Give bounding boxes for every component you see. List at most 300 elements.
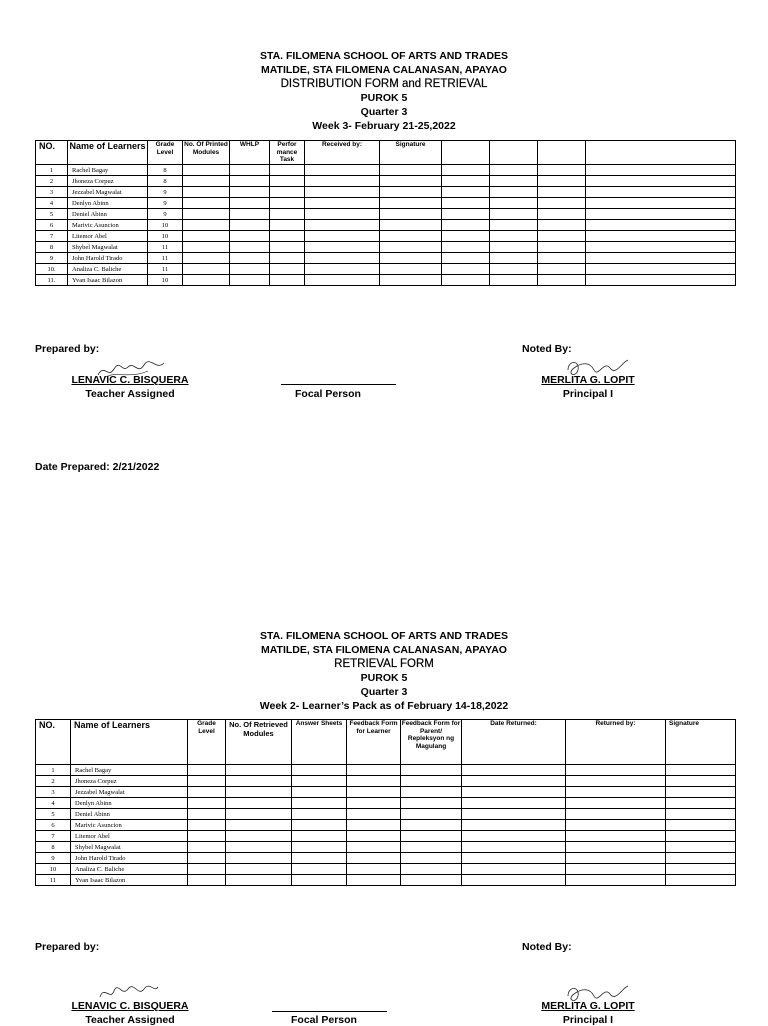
row-number: 2 — [36, 176, 68, 187]
col-signature: Signature — [666, 720, 736, 765]
row-number: 6 — [36, 820, 71, 831]
row-number: 9 — [36, 253, 68, 264]
empty-cell — [490, 165, 538, 176]
learner-name: Jezzabel Magwalat — [71, 787, 188, 798]
empty-cell — [347, 875, 401, 886]
learner-name: Marivic Asuncion — [68, 220, 148, 231]
col-name: Name of Learners — [71, 720, 188, 765]
empty-cell — [442, 253, 490, 264]
empty-cell — [305, 253, 380, 264]
table-row — [36, 776, 736, 787]
empty-cell — [462, 809, 566, 820]
table-row — [36, 220, 736, 231]
empty-cell — [188, 831, 226, 842]
empty-cell — [380, 220, 442, 231]
empty-cell — [490, 176, 538, 187]
grade-level: 10 — [148, 231, 183, 242]
empty-cell — [586, 253, 736, 264]
empty-cell — [292, 820, 347, 831]
empty-cell — [566, 864, 666, 875]
school-name: STA. FILOMENA SCHOOL OF ARTS AND TRADES — [259, 630, 509, 642]
grade-level: 9 — [148, 198, 183, 209]
empty-cell — [226, 798, 292, 809]
empty-cell — [586, 275, 736, 286]
empty-cell — [347, 853, 401, 864]
empty-cell — [292, 853, 347, 864]
empty-cell — [230, 275, 270, 286]
empty-cell — [230, 209, 270, 220]
empty-cell — [226, 864, 292, 875]
empty-cell — [305, 187, 380, 198]
empty-cell — [401, 765, 462, 776]
row-number: 2 — [36, 776, 71, 787]
prepared-by-label: Prepared by: — [35, 343, 100, 355]
focal-role: Focal Person — [291, 1014, 357, 1026]
col-date-returned: Date Returned: — [462, 720, 566, 765]
grade-level: 10 — [148, 220, 183, 231]
empty-cell — [226, 842, 292, 853]
col-modules: No. Of Retrieved Modules — [226, 720, 292, 765]
row-number: 10. — [36, 264, 68, 275]
empty-cell — [666, 831, 736, 842]
empty-cell — [442, 209, 490, 220]
empty-cell — [401, 864, 462, 875]
col-name: Name of Learners — [68, 141, 148, 165]
grade-level: 9 — [148, 209, 183, 220]
grade-level: 8 — [148, 176, 183, 187]
empty-cell — [270, 231, 305, 242]
empty-cell — [586, 176, 736, 187]
empty-cell — [230, 231, 270, 242]
empty-cell — [462, 842, 566, 853]
empty-cell — [538, 231, 586, 242]
empty-cell — [188, 820, 226, 831]
grade-level: 10 — [148, 275, 183, 286]
empty-cell — [305, 198, 380, 209]
empty-cell — [538, 242, 586, 253]
table-row — [36, 176, 736, 187]
empty-cell — [270, 220, 305, 231]
quarter: Quarter 3 — [360, 106, 408, 118]
empty-cell — [230, 187, 270, 198]
empty-cell — [566, 776, 666, 787]
grade-level: 8 — [148, 165, 183, 176]
empty-cell — [586, 242, 736, 253]
empty-cell — [347, 864, 401, 875]
empty-cell — [566, 820, 666, 831]
empty-cell — [188, 864, 226, 875]
empty-cell — [305, 209, 380, 220]
empty-cell — [490, 264, 538, 275]
empty-cell — [442, 198, 490, 209]
empty-cell — [226, 787, 292, 798]
col-grade: Grade Level — [188, 720, 226, 765]
learner-name: Marivic Asuncion — [71, 820, 188, 831]
retrieval-header — [0, 629, 768, 713]
col-blank — [490, 141, 538, 165]
empty-cell — [490, 209, 538, 220]
learner-name: Deniel Abinn — [68, 209, 148, 220]
empty-cell — [442, 242, 490, 253]
learner-name: Denlyn Abinn — [68, 198, 148, 209]
table-row — [36, 264, 736, 275]
empty-cell — [538, 198, 586, 209]
principal-name: MERLITA G. LOPIT — [541, 1000, 635, 1012]
empty-cell — [305, 242, 380, 253]
empty-cell — [305, 220, 380, 231]
form-title: DISTRIBUTION FORM and RETRIEVAL — [280, 78, 488, 90]
empty-cell — [188, 842, 226, 853]
empty-cell — [380, 253, 442, 264]
empty-cell — [442, 275, 490, 286]
col-blank — [442, 141, 490, 165]
empty-cell — [401, 875, 462, 886]
table-row — [36, 853, 736, 864]
empty-cell — [401, 853, 462, 864]
empty-cell — [347, 776, 401, 787]
empty-cell — [538, 220, 586, 231]
learner-name: Jhoneza Corpuz — [68, 176, 148, 187]
empty-cell — [292, 875, 347, 886]
focal-signature-line — [281, 384, 396, 385]
distribution-header — [0, 49, 768, 133]
empty-cell — [270, 253, 305, 264]
empty-cell — [490, 275, 538, 286]
empty-cell — [270, 264, 305, 275]
empty-cell — [292, 842, 347, 853]
empty-cell — [380, 165, 442, 176]
purok: PUROK 5 — [360, 672, 408, 684]
learner-name: Jhoneza Corpuz — [71, 776, 188, 787]
empty-cell — [666, 864, 736, 875]
retrieval-table — [35, 719, 736, 886]
empty-cell — [566, 765, 666, 776]
table-row — [36, 275, 736, 286]
table-row — [36, 198, 736, 209]
row-number: 10 — [36, 864, 71, 875]
table-row — [36, 187, 736, 198]
empty-cell — [490, 198, 538, 209]
empty-cell — [270, 209, 305, 220]
empty-cell — [230, 220, 270, 231]
row-number: 6 — [36, 220, 68, 231]
col-whlp: WHLP — [230, 141, 270, 165]
empty-cell — [380, 187, 442, 198]
row-number: 1 — [36, 765, 71, 776]
table-row — [36, 165, 736, 176]
col-feedback-parent: Feedback Form for Parent/ Repleksyon ng Magulang — [401, 720, 462, 765]
empty-cell — [183, 198, 230, 209]
row-number: 11 — [36, 875, 71, 886]
empty-cell — [538, 264, 586, 275]
learner-name: John Harold Tirado — [71, 853, 188, 864]
empty-cell — [305, 176, 380, 187]
row-number: 5 — [36, 809, 71, 820]
empty-cell — [230, 176, 270, 187]
empty-cell — [566, 842, 666, 853]
col-no: NO. — [36, 720, 71, 765]
empty-cell — [380, 176, 442, 187]
empty-cell — [270, 242, 305, 253]
empty-cell — [183, 275, 230, 286]
empty-cell — [270, 165, 305, 176]
col-grade: Grade Level — [148, 141, 183, 165]
distribution-table — [35, 140, 736, 286]
empty-cell — [538, 209, 586, 220]
table-row — [36, 798, 736, 809]
purok: PUROK 5 — [360, 92, 408, 104]
focal-signature-line — [272, 1011, 387, 1012]
empty-cell — [226, 809, 292, 820]
school-address: MATILDE, STA FILOMENA CALANASAN, APAYAO — [261, 644, 507, 656]
empty-cell — [666, 776, 736, 787]
empty-cell — [538, 165, 586, 176]
empty-cell — [538, 253, 586, 264]
row-number: 1 — [36, 165, 68, 176]
table-row — [36, 864, 736, 875]
grade-level: 11 — [148, 264, 183, 275]
empty-cell — [230, 253, 270, 264]
school-name: STA. FILOMENA SCHOOL OF ARTS AND TRADES — [259, 50, 509, 62]
table-row — [36, 820, 736, 831]
row-number: 7 — [36, 831, 71, 842]
school-address: MATILDE, STA FILOMENA CALANASAN, APAYAO — [261, 64, 507, 76]
empty-cell — [442, 264, 490, 275]
empty-cell — [586, 165, 736, 176]
empty-cell — [188, 809, 226, 820]
col-returned-by: Returned by: — [566, 720, 666, 765]
date-prepared: Date Prepared: 2/21/2022 — [35, 461, 160, 473]
noted-by-label: Noted By: — [522, 941, 572, 953]
empty-cell — [490, 220, 538, 231]
focal-role: Focal Person — [295, 388, 361, 400]
empty-cell — [586, 264, 736, 275]
empty-cell — [230, 165, 270, 176]
empty-cell — [566, 831, 666, 842]
col-no: NO. — [36, 141, 68, 165]
empty-cell — [188, 776, 226, 787]
principal-name: MERLITA G. LOPIT — [541, 374, 635, 386]
empty-cell — [183, 264, 230, 275]
empty-cell — [183, 231, 230, 242]
table-row — [36, 842, 736, 853]
empty-cell — [226, 820, 292, 831]
empty-cell — [538, 187, 586, 198]
empty-cell — [305, 231, 380, 242]
empty-cell — [566, 787, 666, 798]
table-row — [36, 209, 736, 220]
empty-cell — [226, 831, 292, 842]
empty-cell — [380, 242, 442, 253]
grade-level: 11 — [148, 253, 183, 264]
form-title: RETRIEVAL FORM — [334, 658, 434, 670]
empty-cell — [347, 809, 401, 820]
row-number: 4 — [36, 798, 71, 809]
col-blank — [586, 141, 736, 165]
empty-cell — [462, 798, 566, 809]
teacher-name: LENAVIC C. BISQUERA — [71, 374, 189, 386]
quarter: Quarter 3 — [360, 686, 408, 698]
empty-cell — [292, 831, 347, 842]
empty-cell — [292, 798, 347, 809]
row-number: 5 — [36, 209, 68, 220]
empty-cell — [666, 765, 736, 776]
empty-cell — [490, 187, 538, 198]
empty-cell — [188, 875, 226, 886]
empty-cell — [566, 875, 666, 886]
empty-cell — [586, 220, 736, 231]
row-number: 4 — [36, 198, 68, 209]
week: Week 2- Learner’s Pack as of February 14-18,2022 — [259, 700, 509, 712]
week: Week 3- February 21-25,2022 — [312, 120, 456, 132]
learner-name: Jezzabel Magwalat — [68, 187, 148, 198]
teacher-role: Teacher Assigned — [85, 388, 175, 400]
row-number: 8 — [36, 842, 71, 853]
empty-cell — [230, 198, 270, 209]
empty-cell — [401, 809, 462, 820]
empty-cell — [566, 798, 666, 809]
empty-cell — [183, 176, 230, 187]
learner-name: Yvan Isaac Bilazon — [68, 275, 148, 286]
empty-cell — [401, 831, 462, 842]
learner-name: John Harold Tirado — [68, 253, 148, 264]
learner-name: Analiza C. Baliche — [71, 864, 188, 875]
empty-cell — [347, 842, 401, 853]
table-row — [36, 253, 736, 264]
empty-cell — [183, 242, 230, 253]
empty-cell — [183, 220, 230, 231]
empty-cell — [347, 798, 401, 809]
empty-cell — [292, 864, 347, 875]
empty-cell — [442, 165, 490, 176]
col-blank — [538, 141, 586, 165]
table-row — [36, 765, 736, 776]
empty-cell — [401, 798, 462, 809]
empty-cell — [490, 231, 538, 242]
empty-cell — [442, 187, 490, 198]
learner-name: Rachel Bagay — [68, 165, 148, 176]
grade-level: 9 — [148, 187, 183, 198]
empty-cell — [538, 275, 586, 286]
empty-cell — [666, 853, 736, 864]
empty-cell — [380, 231, 442, 242]
empty-cell — [226, 853, 292, 864]
empty-cell — [462, 831, 566, 842]
empty-cell — [462, 875, 566, 886]
empty-cell — [442, 176, 490, 187]
empty-cell — [270, 176, 305, 187]
learner-name: Shybel Magwalat — [68, 242, 148, 253]
empty-cell — [538, 176, 586, 187]
empty-cell — [666, 820, 736, 831]
empty-cell — [226, 776, 292, 787]
empty-cell — [188, 765, 226, 776]
col-answer: Answer Sheets — [292, 720, 347, 765]
empty-cell — [566, 853, 666, 864]
learner-name: Deniel Abinn — [71, 809, 188, 820]
learner-name: Denlyn Abinn — [71, 798, 188, 809]
empty-cell — [230, 242, 270, 253]
empty-cell — [347, 765, 401, 776]
teacher-name: LENAVIC C. BISQUERA — [71, 1000, 189, 1012]
empty-cell — [292, 776, 347, 787]
col-perf: Perfor mance Task — [270, 141, 305, 165]
empty-cell — [183, 165, 230, 176]
grade-level: 11 — [148, 242, 183, 253]
principal-role: Principal I — [562, 1014, 614, 1026]
empty-cell — [183, 209, 230, 220]
empty-cell — [586, 198, 736, 209]
learner-name: Shybel Magwalat — [71, 842, 188, 853]
empty-cell — [347, 831, 401, 842]
table-row — [36, 875, 736, 886]
empty-cell — [270, 198, 305, 209]
principal-role: Principal I — [562, 388, 614, 400]
row-number: 8 — [36, 242, 68, 253]
empty-cell — [490, 253, 538, 264]
empty-cell — [380, 209, 442, 220]
empty-cell — [401, 842, 462, 853]
empty-cell — [292, 765, 347, 776]
empty-cell — [292, 809, 347, 820]
empty-cell — [347, 787, 401, 798]
empty-cell — [462, 864, 566, 875]
empty-cell — [401, 820, 462, 831]
empty-cell — [666, 809, 736, 820]
col-signature: Signature — [380, 141, 442, 165]
empty-cell — [305, 275, 380, 286]
empty-cell — [347, 820, 401, 831]
empty-cell — [462, 787, 566, 798]
empty-cell — [462, 776, 566, 787]
empty-cell — [270, 187, 305, 198]
empty-cell — [380, 198, 442, 209]
empty-cell — [462, 820, 566, 831]
learner-name: Litemor Abel — [71, 831, 188, 842]
empty-cell — [188, 853, 226, 864]
empty-cell — [230, 264, 270, 275]
empty-cell — [226, 875, 292, 886]
empty-cell — [401, 776, 462, 787]
empty-cell — [292, 787, 347, 798]
empty-cell — [442, 220, 490, 231]
teacher-role: Teacher Assigned — [85, 1014, 175, 1026]
empty-cell — [490, 242, 538, 253]
empty-cell — [380, 264, 442, 275]
empty-cell — [188, 787, 226, 798]
empty-cell — [586, 209, 736, 220]
empty-cell — [586, 187, 736, 198]
col-received: Received by: — [305, 141, 380, 165]
row-number: 7 — [36, 231, 68, 242]
learner-name: Analiza C. Baliche — [68, 264, 148, 275]
empty-cell — [462, 765, 566, 776]
empty-cell — [183, 253, 230, 264]
row-number: 11. — [36, 275, 68, 286]
table-row — [36, 787, 736, 798]
empty-cell — [666, 875, 736, 886]
table-row — [36, 831, 736, 842]
empty-cell — [666, 842, 736, 853]
empty-cell — [380, 275, 442, 286]
empty-cell — [226, 765, 292, 776]
row-number: 3 — [36, 787, 71, 798]
empty-cell — [305, 264, 380, 275]
empty-cell — [305, 165, 380, 176]
empty-cell — [401, 787, 462, 798]
learner-name: Litemor Abel — [68, 231, 148, 242]
learner-name: Rachel Bagay — [71, 765, 188, 776]
